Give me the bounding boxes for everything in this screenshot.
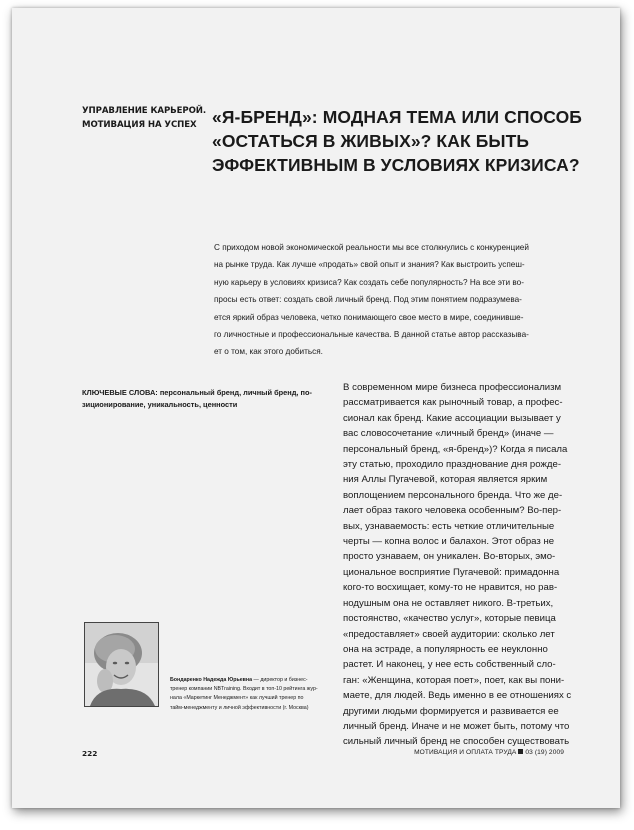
magazine-page xyxy=(12,8,620,808)
body-line: лает образ такого человека особенным? Во-пер- xyxy=(343,505,562,517)
article-body xyxy=(343,380,593,750)
body-line: вас словосочетание «личный бренд» (иначе — xyxy=(343,428,554,440)
body-line: циональное восприятие Пугачевой: примадонна xyxy=(343,566,560,578)
body-line: ган: «Женщина, которая поет», поет, как вы пони- xyxy=(343,674,565,686)
author-photo xyxy=(84,622,159,707)
square-bullet-icon xyxy=(518,749,523,754)
lead-line: го личностные и профессиональные качества. В данной статье автор рассказыва- xyxy=(214,330,529,340)
issue-number: 03 (19) 2009 xyxy=(525,749,564,756)
article-lead xyxy=(214,239,594,361)
title-line: «ОСТАТЬСЯ В ЖИВЫХ»? КАК БЫТЬ xyxy=(212,131,530,151)
body-line: вых, узнаваемость: есть четкие отличительные xyxy=(343,520,555,532)
body-line: сильный личный бренд не способен существовать xyxy=(343,736,570,748)
body-line: черты — копна волос и балахон. Этот образ не xyxy=(343,536,555,548)
lead-line: ет о том, как этого добиться. xyxy=(214,347,323,357)
bio-text: нала «Маркетинг Менеджмент» как лучший тренер по xyxy=(170,695,304,702)
bio-text: тайм-менеджменту и личной эффективности (г. Москва) xyxy=(170,704,309,711)
rubric-line: МОТИВАЦИЯ НА УСПЕХ xyxy=(82,120,197,130)
keywords-text: зиционирование, уникальность, ценности xyxy=(82,400,238,409)
body-line: растет. И наконец, у нее есть собственный сло- xyxy=(343,659,556,671)
body-line: кого-то восхищает, кому-то не нравится, но рав- xyxy=(343,582,558,594)
body-line: постоянство, «качество услуг», которые певица xyxy=(343,613,556,625)
body-line: ния Аллы Пугачевой, которая является ярким xyxy=(343,474,548,486)
body-line: В современном мире бизнеса профессионализм xyxy=(343,382,562,393)
page-number: 222 xyxy=(82,749,98,758)
rubric-line: УПРАВЛЕНИЕ КАРЬЕРОЙ. xyxy=(82,106,207,116)
body-line: она на эстраде, а популярность ее неуклонно xyxy=(343,643,548,655)
section-rubric xyxy=(82,104,212,132)
body-line: «предоставляет» своей аудитории: сколько лет xyxy=(343,628,555,640)
lead-line: С приходом новой экономической реальности мы все столкнулись с конкуренцией xyxy=(214,243,529,252)
lead-line: ную карьеру в условиях кризиса? Как создать себе популярность? На все эти во- xyxy=(214,277,524,287)
body-line: сионал как бренд. Какие ассоциации вызывает у xyxy=(343,412,561,424)
body-line: маете, для людей. Ведь именно в ее отношениях с xyxy=(343,690,572,702)
body-line: личный бренд. Иначе и не может быть, потому что xyxy=(343,720,570,732)
lead-line: просы есть ответ: создать свой личный бренд. Под этим понятием подразумева- xyxy=(214,295,522,305)
bio-line-1 xyxy=(170,676,345,685)
body-line: другими людьми формируется и развивается ее xyxy=(343,705,559,717)
author-bio xyxy=(170,676,345,713)
bio-text: — директор и бизнес- xyxy=(252,677,308,683)
running-footer xyxy=(414,749,564,756)
article-title xyxy=(212,105,602,177)
lead-line: ется яркий образ человека, четко понимающего свое место в мире, соединивше- xyxy=(214,312,524,322)
keywords-line-1 xyxy=(82,387,312,399)
body-line: воплощением персонального бренда. Что же де- xyxy=(343,489,563,501)
title-line: ЭФФЕКТИВНЫМ В УСЛОВИЯХ КРИЗИСА? xyxy=(212,155,580,175)
body-line: персональный бренд, «я-бренд»)? Когда я писала xyxy=(343,443,568,455)
keywords-block xyxy=(82,387,312,411)
body-line: рассматривается как рыночный товар, а профес- xyxy=(343,397,563,409)
journal-name: МОТИВАЦИЯ И ОПЛАТА ТРУДА xyxy=(414,749,517,756)
author-name: Бондаренко Надежда Юрьевна xyxy=(170,677,253,683)
title-line: «Я-БРЕНД»: МОДНАЯ ТЕМА ИЛИ СПОСОБ xyxy=(212,107,582,127)
keywords-label: КЛЮЧЕВЫЕ СЛОВА: xyxy=(82,388,158,397)
body-line: нодушным она не оставляет никого. В-третьих, xyxy=(343,597,554,609)
body-line: просто узнаваем, он уникален. Во-вторых, эмо- xyxy=(343,551,556,563)
keywords-text: персональный бренд, личный бренд, по- xyxy=(157,388,312,397)
author-portrait-image xyxy=(85,623,158,706)
bio-text: тренер компании NBTraining. Входит в топ-10 рейтинга жур- xyxy=(170,686,318,693)
body-line: эту статью, проходило празднование дня рожде- xyxy=(343,459,562,471)
lead-line: на рынке труда. Как лучше «продать» свой опыт и знания? Как выстроить успеш- xyxy=(214,260,525,270)
